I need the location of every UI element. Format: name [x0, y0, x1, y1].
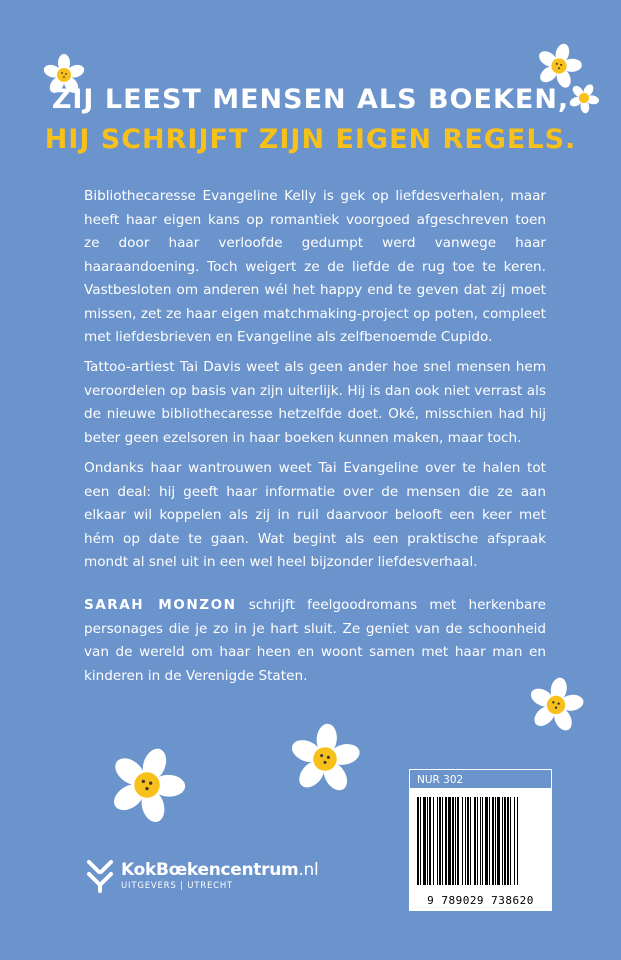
author-bio: [84, 594, 546, 688]
publisher-name: KokBœkencentrum.nl: [121, 859, 319, 880]
publisher-mark-icon: [85, 858, 115, 894]
daisy-flower-icon: [288, 722, 362, 796]
blurb-paragraph-1: Bibliothecaresse Evangeline Kelly is gek op liefdesverhalen, maar heeft haar eigen kans op romantiek voorgoed afgeschreven toen ze door haar verloofde gedumpt werd vanwege haar haaraandoening. Toch weigert ze de liefde de rug toe te keren. Vastbesloten om anderen wél het happy end te geven dat zij moet missen, zet ze haar eigen matchmaking-project op poten, compleet met liefdesbrieven en Evangeline als zelfbenoemde Cupido.: [84, 188, 546, 345]
barcode-panel: [409, 769, 552, 911]
publisher-subtitle: UITGEVERS | UTRECHT: [121, 880, 234, 891]
tagline-line-1: ZIJ LEEST MENSEN ALS BOEKEN,: [51, 84, 570, 115]
tagline-line-2: HIJ SCHRIJFT ZIJN EIGEN REGELS.: [44, 124, 577, 155]
author-bio-text: schrijft feelgoodromans met herkenbare personages die je zo in je hart sluit. Ze geniet van de schoonheid van de wereld om haar heen en woont samen met haar man en kinderen in de Verenigde Staten.: [84, 597, 546, 684]
daisy-flower-icon: [107, 745, 187, 825]
tagline: [0, 80, 621, 160]
blurb-paragraph-2: Tattoo-artiest Tai Davis weet als geen ander hoe snel mensen hem veroordelen op basis van zijn uiterlijk. Hij is dan ook niet verrast als de nieuwe bibliothecaresse hetzelfde doet. Oké, misschien had hij beter geen ezelsoren in haar boeken kunnen maken, maar toch.: [84, 359, 546, 446]
blurb-paragraph-3: Ondanks haar wantrouwen weet Tai Evangeline over te halen tot een deal: hij geeft haar informatie over de mensen die ze aan elkaar wil koppelen als zij in ruil daarvoor belooft een keer met hém op date te gaan. Wat begint als een praktische afspraak mondt al snel uit in een wel heel bijzonder liefdesverhaal.: [84, 460, 546, 570]
publisher-logo: [85, 858, 318, 894]
nur-code: NUR 302: [409, 769, 552, 789]
barcode-icon: [417, 797, 544, 885]
isbn-number: 9 789029 738620: [427, 894, 534, 907]
author-name: SARAH MONZON: [84, 597, 237, 613]
